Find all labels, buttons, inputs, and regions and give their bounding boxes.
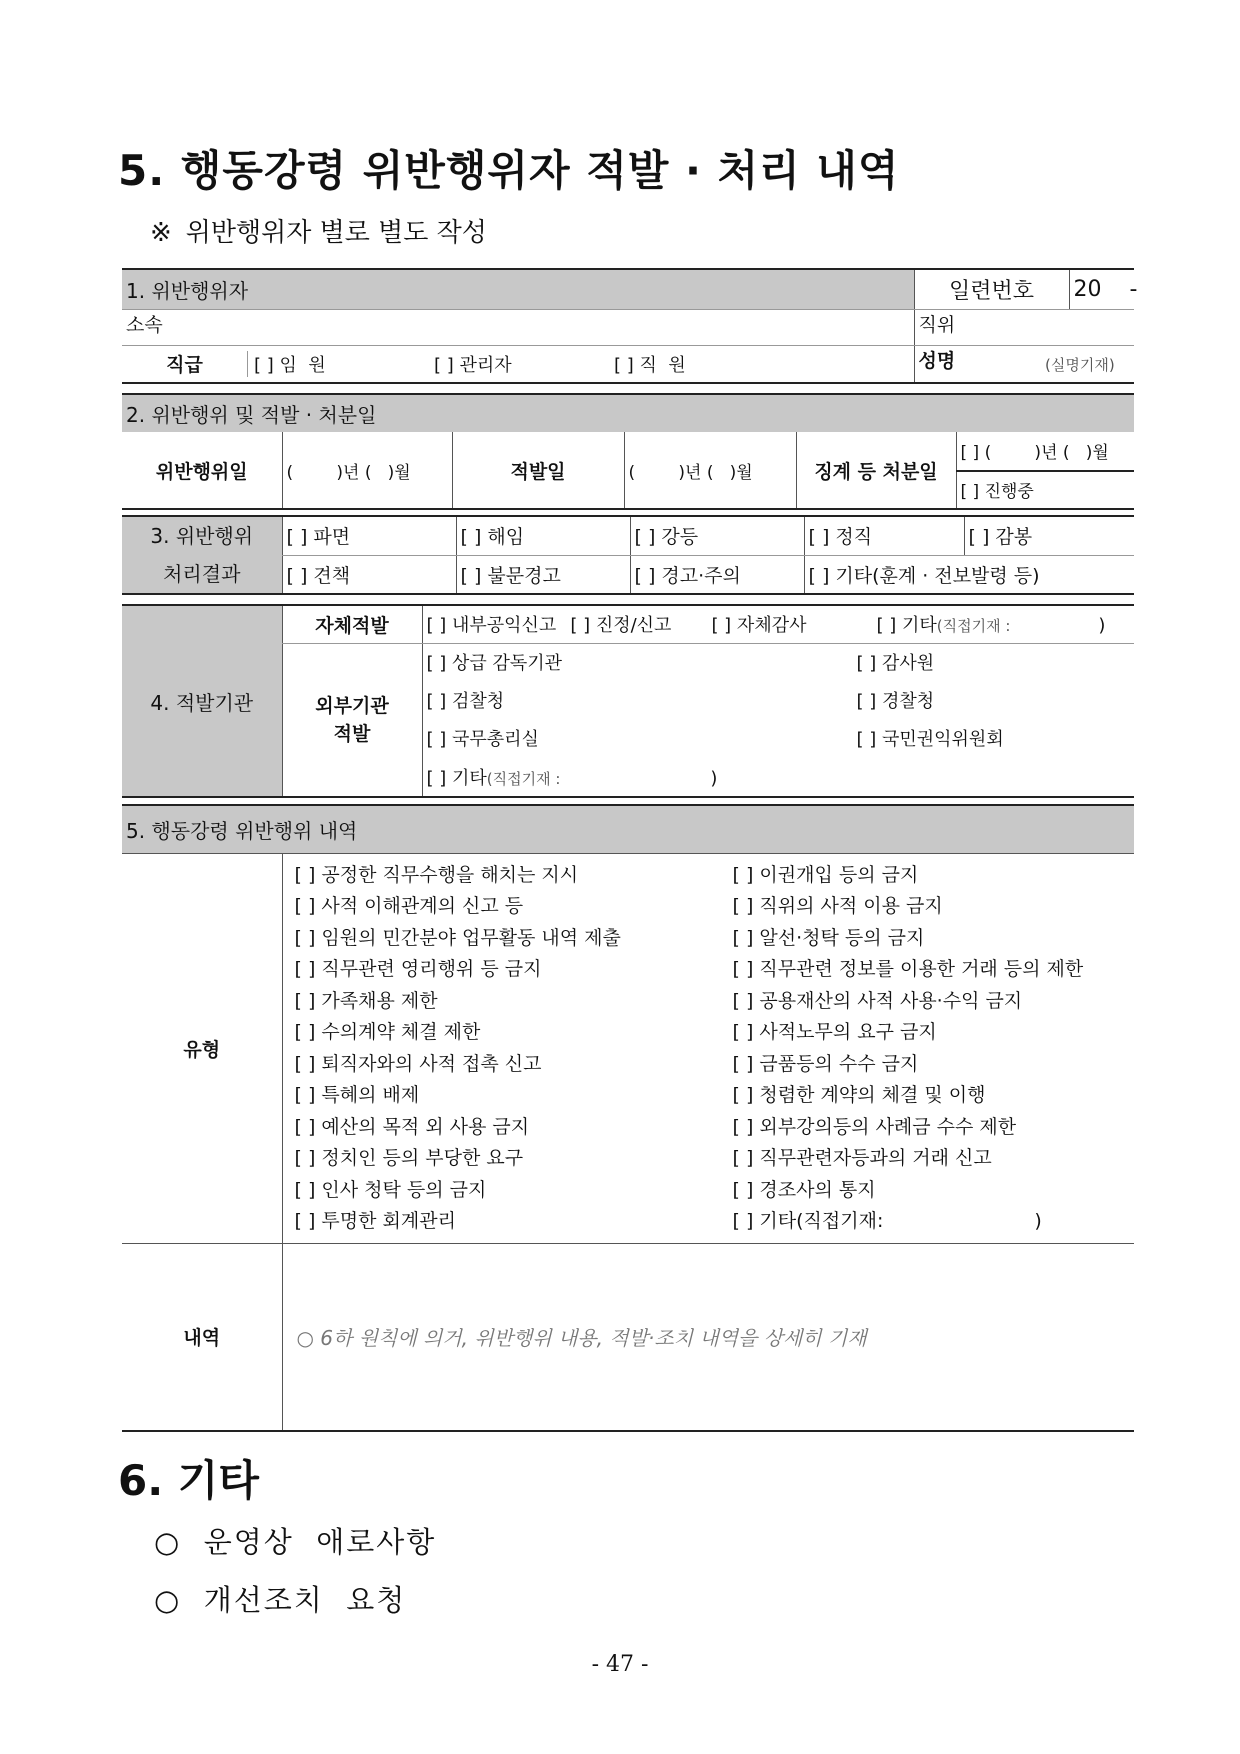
violation-type-right-0[interactable]: [ ] 이권개입 등의 금지 (732, 863, 919, 886)
violation-date-value[interactable]: ( )년 ( )월 (282, 432, 452, 509)
detect-date-value[interactable]: ( )년 ( )월 (624, 432, 796, 509)
violation-type-left-6[interactable]: [ ] 퇴직자와의 사적 접촉 신고 (294, 1052, 542, 1075)
writing-note (150, 212, 487, 249)
option-dismissal[interactable]: [ ] 파면 (282, 516, 456, 555)
sec1-title: 1. 위반행위자 (122, 269, 914, 309)
option-acrc[interactable]: [ ] 국민권익위원회 (856, 729, 1004, 750)
violation-type-right-10[interactable]: [ ] 경조사의 통지 (732, 1178, 876, 1201)
violation-type-left-9[interactable]: [ ] 정치인 등의 부당한 요구 (294, 1147, 524, 1169)
discipline-date-value[interactable]: [ ] ( )년 ( )월 (956, 432, 1134, 471)
type-label: 유형 (122, 853, 282, 1243)
option-police[interactable]: [ ] 경찰청 (856, 691, 935, 712)
position-field[interactable]: 직위 (914, 309, 1134, 345)
detail-input[interactable]: ○ 6하 원칙에 의거, 위반행위 내용, 적발·조치 내역을 상세히 기재 (282, 1243, 1134, 1431)
violation-type-right-5[interactable]: [ ] 사적노무의 요구 금지 (732, 1021, 937, 1043)
violation-type-right-8[interactable]: [ ] 외부강의등의 사례금 수수 제한 (732, 1115, 1017, 1138)
detection-agency-table (122, 604, 1134, 798)
reference-mark: ※ (150, 218, 172, 248)
others-heading: 6. 기타 (118, 1456, 259, 1505)
violation-detail-table (122, 804, 1134, 1432)
option-pay-cut[interactable]: [ ] 감봉 (964, 516, 1134, 555)
external-detection-label (282, 643, 422, 797)
external-label-line2: 적발 (333, 722, 371, 745)
option-other-disposition[interactable]: [ ] 기타(훈계 · 전보발령 등) (804, 555, 1134, 594)
violation-type-right-1[interactable]: [ ] 직위의 사적 이용 금지 (732, 895, 943, 917)
violation-type-left-7[interactable]: [ ] 특혜의 배제 (294, 1084, 420, 1106)
violation-type-left-8[interactable]: [ ] 예산의 목적 외 사용 금지 (294, 1115, 530, 1138)
violation-type-left-0[interactable]: [ ] 공정한 직무수행을 해치는 지시 (294, 863, 579, 886)
violation-type-right-11[interactable]: [ ] 기타(직접기재: ) (732, 1210, 1042, 1232)
option-external-other[interactable]: [ ] 기타 (426, 767, 487, 789)
violation-date-label: 위반행위일 (122, 432, 282, 509)
violation-type-left-10[interactable]: [ ] 인사 청탁 등의 금지 (294, 1178, 487, 1201)
violation-type-left-4[interactable]: [ ] 가족채용 제한 (294, 989, 438, 1012)
external-other-hint: (직접기재 : (486, 769, 561, 788)
violation-type-left-1[interactable]: [ ] 사적 이해관계의 신고 등 (294, 895, 524, 917)
rank-option-staff[interactable]: [ ] 직 원 (614, 354, 686, 376)
page-number: - 47 - (591, 1652, 649, 1677)
violation-type-right-9[interactable]: [ ] 직무관련자등과의 거래 신고 (732, 1147, 992, 1169)
disposition-table (122, 515, 1134, 595)
sec2-title: 2. 위반행위 및 적발 · 처분일 (122, 394, 1134, 432)
internal-detection-label: 자체적발 (282, 605, 422, 643)
violation-types-right (733, 860, 1133, 1238)
violation-type-right-7[interactable]: [ ] 청렴한 계약의 체결 및 이행 (732, 1084, 986, 1106)
violation-types-left (295, 860, 733, 1238)
violation-type-right-4[interactable]: [ ] 공용재산의 사적 사용·수익 금지 (732, 989, 1023, 1012)
external-close-paren: ) (710, 767, 718, 789)
option-caution[interactable]: [ ] 경고·주의 (630, 555, 804, 594)
internal-close-paren: ) (1098, 615, 1106, 637)
option-prime-minister-office[interactable]: [ ] 국무총리실 (426, 729, 539, 750)
bullet-operation-difficulty: ○ 운영상 애로사항 (154, 1525, 437, 1559)
bullet-improvement-request: ○ 개선조치 요청 (154, 1583, 407, 1617)
option-discharge[interactable]: [ ] 해임 (456, 516, 630, 555)
violation-type-left-5[interactable]: [ ] 수의계약 체결 제한 (294, 1021, 481, 1043)
violation-type-left-3[interactable]: [ ] 직무관련 영리행위 등 금지 (294, 958, 542, 980)
in-progress-option[interactable]: [ ] 진행중 (956, 471, 1134, 510)
name-label: 성명 (914, 345, 1069, 383)
violation-type-right-2[interactable]: [ ] 알선·청탁 등의 금지 (732, 926, 925, 949)
violator-table (122, 268, 1138, 384)
rank-option-executive[interactable]: [ ] 임 원 (247, 351, 434, 377)
option-suspension[interactable]: [ ] 정직 (804, 516, 964, 555)
detail-label: 내역 (183, 1327, 221, 1350)
violation-type-left-2[interactable]: [ ] 임원의 민간분야 업무활동 내역 제출 (294, 926, 621, 949)
option-warning[interactable]: [ ] 불문경고 (456, 555, 630, 594)
note-text: 위반행위자 별로 별도 작성 (185, 218, 487, 248)
option-supervisory-agency[interactable]: [ ] 상급 감독기관 (426, 653, 563, 675)
internal-other-hint: (직접기재 : (936, 617, 1011, 636)
sec3-title-line2: 처리결과 (163, 562, 241, 586)
option-internal-other[interactable]: [ ] 기타 (876, 615, 937, 637)
rank-option-manager[interactable]: [ ] 관리자 (434, 354, 512, 376)
option-audit-board[interactable]: [ ] 감사원 (856, 653, 935, 675)
detect-date-label: 적발일 (452, 432, 624, 509)
violation-type-right-6[interactable]: [ ] 금품등의 수수 금지 (732, 1052, 919, 1075)
serial-label: 일련번호 (914, 269, 1069, 309)
rank-label: 직급 (166, 354, 203, 376)
section-heading: 5. 행동강령 위반행위자 적발 · 처리 내역 (118, 146, 900, 195)
sec5-title: 5. 행동강령 위반행위 내역 (122, 805, 1134, 853)
sec4-title: 4. 적발기관 (122, 605, 282, 797)
violation-date-table (122, 393, 1134, 510)
option-reprimand[interactable]: [ ] 견책 (282, 555, 456, 594)
sec3-title-line1: 3. 위반행위 (150, 524, 254, 548)
option-self-audit[interactable]: [ ] 자체감사 (711, 615, 807, 637)
sec3-title (122, 516, 282, 594)
option-petition[interactable]: [ ] 진정/신고 (570, 615, 672, 637)
serial-value[interactable]: 20 - (1069, 269, 1134, 309)
option-internal-report[interactable]: [ ] 내부공익신고 (426, 615, 557, 637)
discipline-date-label: 징계 등 처분일 (796, 432, 956, 509)
violation-type-right-3[interactable]: [ ] 직무관련 정보를 이용한 거래 등의 제한 (732, 958, 1084, 980)
external-label-line1: 외부기관 (315, 694, 389, 717)
affiliation-field[interactable]: 소속 (122, 309, 914, 345)
violation-type-left-11[interactable]: [ ] 투명한 회계관리 (294, 1210, 456, 1232)
name-hint[interactable]: (실명기재) (1045, 355, 1115, 374)
internal-options (422, 605, 1134, 643)
option-prosecution[interactable]: [ ] 검찰청 (426, 691, 505, 712)
option-demotion[interactable]: [ ] 강등 (630, 516, 804, 555)
